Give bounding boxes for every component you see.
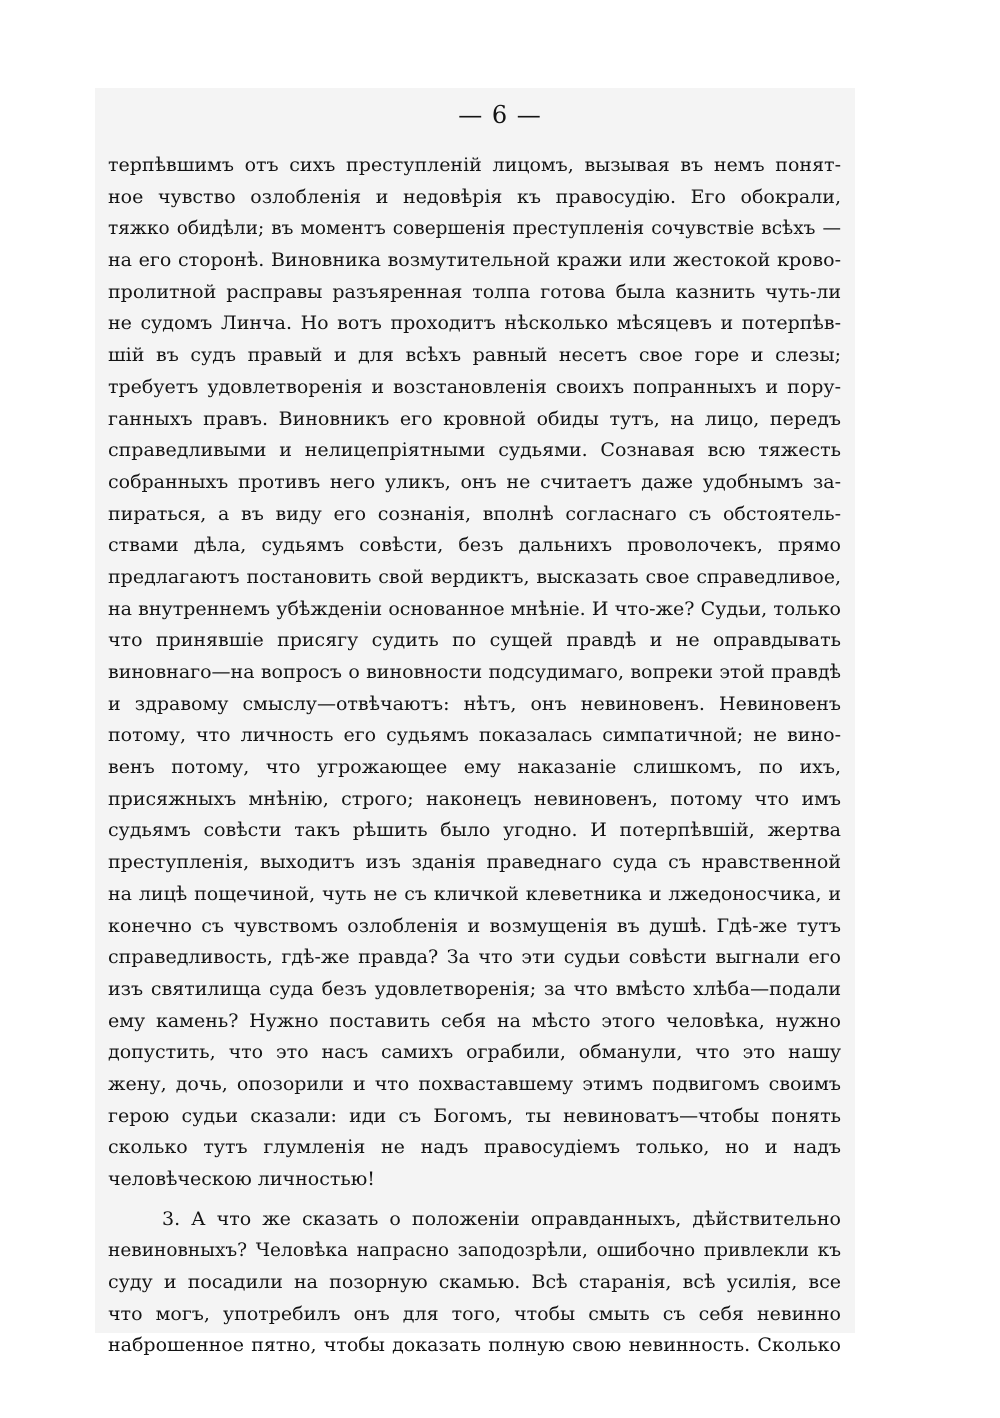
text-line: виновнаго—на вопросъ о виновности подсудимаго, вопреки этой правдѣ — [108, 661, 841, 683]
text-line: что могъ, употребилъ онъ для того, чтобы смыть съ себя невинно — [108, 1302, 841, 1325]
text-line: терпѣвшимъ отъ сихъ преступленій лицомъ, вызывая въ немъ понят- — [108, 154, 841, 176]
text-line: наброшенное пятно, чтобы доказать полную свою невинность. Сколько — [108, 1334, 841, 1357]
text-line: присяжныхъ мнѣнію, строго; наконецъ невиновенъ, потому что имъ — [108, 787, 841, 810]
text-line: справедливыми и нелицепріятными судьями. Сознавая всю тяжесть — [108, 439, 841, 462]
text-line: собранныхъ противъ него уликъ, онъ не считаетъ даже удобнымъ за- — [108, 470, 841, 493]
text-line: герою судьи сказали: иди съ Богомъ, ты невиноватъ—чтобы понять — [108, 1104, 841, 1127]
paragraph-1 — [108, 150, 841, 1196]
text-line: справедливость, гдѣ-же правда? За что эти судьи совѣсти выгнали его — [108, 946, 841, 969]
text-line: требуетъ удовлетворенія и возстановленія своихъ попранныхъ и пору- — [108, 375, 841, 398]
text-line: на лицѣ пощечиной, чуть не съ кличкой клеветника и лжедоносчика, и — [108, 882, 841, 905]
text-line: что принявшіе присягу судить по сущей правдѣ и не оправдывать — [108, 629, 841, 652]
text-line: предлагаютъ постановить свой вердиктъ, высказать свое справедливое, — [108, 565, 841, 588]
text-line: ганныхъ правъ. Виновникъ его кровной обиды тутъ, на лицо, передъ — [108, 407, 841, 430]
text-line: ное чувство озлобленія и недовѣрія къ правосудію. Его обокрали, — [108, 185, 841, 208]
text-line: конечно съ чувствомъ озлобленія и возмущенія въ душѣ. Гдѣ-же тутъ — [108, 914, 841, 937]
text-line: потому, что личность его судьямъ показалась симпатичной; не вино- — [108, 724, 841, 747]
text-line: пролитной расправы разъяренная толпа готова была казнить чуть-ли — [108, 280, 841, 303]
text-line: шій въ судъ правый и для всѣхъ равный несетъ свое горе и слезы; — [108, 344, 841, 367]
text-line: невиновныхъ? Человѣка напрасно заподозрѣли, ошибочно привлекли къ — [108, 1240, 841, 1262]
text-line: 3. А что же сказать о положеніи оправданныхъ, дѣйствительно — [162, 1207, 841, 1230]
text-line: тяжко обидѣли; въ моментъ совершенія преступленія сочувствіе всѣхъ — — [108, 218, 841, 240]
text-line: не судомъ Линча. Но вотъ проходитъ нѣсколько мѣсяцевъ и потерпѣв- — [108, 312, 841, 335]
text-line: венъ потому, что угрожающее ему наказаніе слишкомъ, по ихъ, — [108, 756, 841, 779]
paragraph-gap — [108, 1196, 841, 1204]
paragraph-2 — [108, 1204, 841, 1362]
text-line: и здравому смыслу—отвѣчаютъ: нѣтъ, онъ невиновенъ. Невиновенъ — [108, 692, 841, 715]
body-text — [108, 150, 841, 1362]
text-line: на его сторонѣ. Виновника возмутительной кражи или жестокой крово- — [108, 249, 841, 272]
text-line: суду и посадили на позорную скамью. Всѣ старанія, всѣ усилія, все — [108, 1271, 841, 1294]
text-line: преступленія, выходитъ изъ зданія праведнаго суда съ нравственной — [108, 851, 841, 874]
text-line: судьямъ совѣсти такъ рѣшить было угодно. И потерпѣвшій, жертва — [108, 819, 841, 842]
text-line: человѣческою личностью! — [108, 1168, 375, 1190]
text-line: на внутреннемъ убѣжденіи основанное мнѣніе. И что-же? Судьи, только — [108, 597, 841, 620]
text-line: изъ святилища суда безъ удовлетворенія; за что вмѣсто хлѣба—подали — [108, 977, 841, 1000]
text-line: сколько тутъ глумленія не надъ правосудіемъ только, но и надъ — [108, 1136, 841, 1159]
text-line: пираться, а въ виду его сознанія, вполнѣ согласнаго съ обстоятель- — [108, 502, 841, 525]
text-line: ствами дѣла, судьямъ совѣсти, безъ дальнихъ проволочекъ, прямо — [108, 534, 841, 557]
text-line: ему камень? Нужно поставить себя на мѣсто этого человѣка, нужно — [108, 1009, 841, 1032]
text-line: допустить, что это насъ самихъ ограбили, обманули, что это нашу — [108, 1041, 841, 1064]
text-line: жену, дочь, опозорили и что похваставшему этимъ подвигомъ своимъ — [108, 1072, 841, 1095]
page-number: — 6 — — [458, 101, 542, 129]
